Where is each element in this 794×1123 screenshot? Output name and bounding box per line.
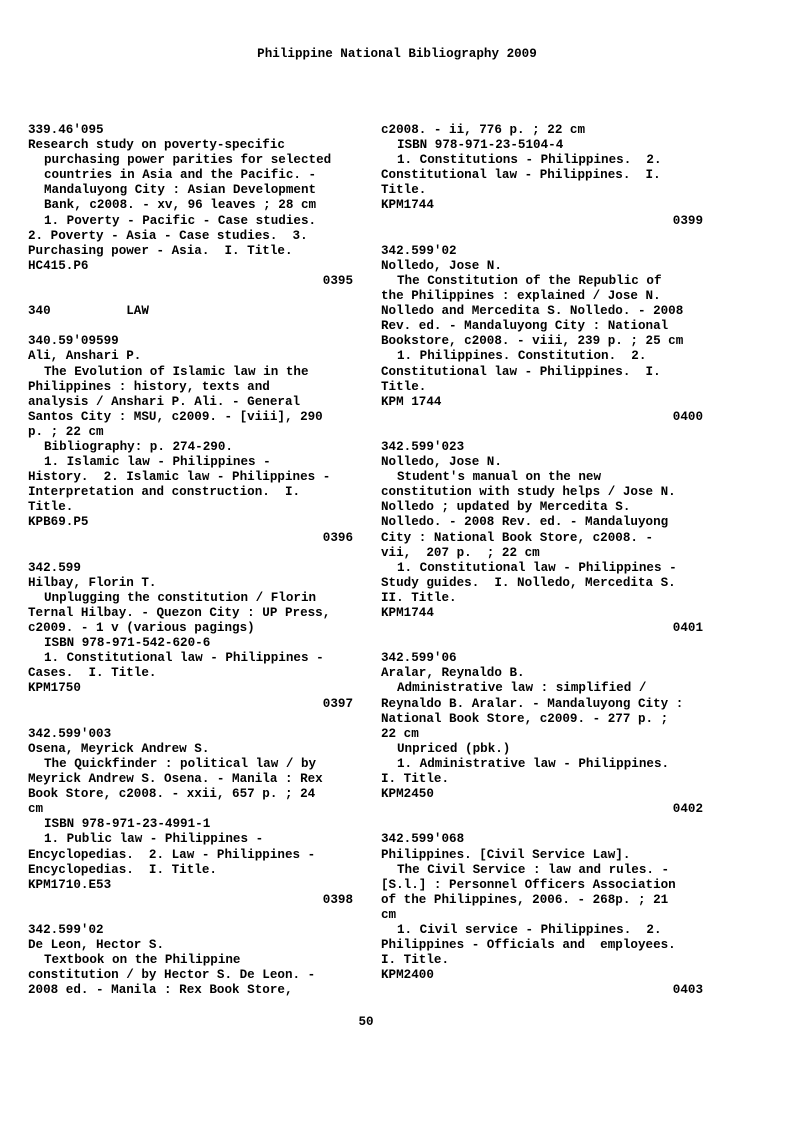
entry-line: I. Title. bbox=[381, 772, 450, 787]
entry-line: Santos City : MSU, c2009. - [viii], 290 bbox=[28, 409, 323, 424]
entry-number: 0397 bbox=[322, 696, 353, 711]
entry-line: 1. Islamic law - Philippines - bbox=[44, 455, 271, 470]
spacer bbox=[381, 229, 703, 244]
entry-line: 2. Poverty - Asia - Case studies. 3. bbox=[28, 228, 308, 243]
entry-line: 1. Constitutional law - Philippines - bbox=[44, 651, 324, 666]
entry-line: constitution with study helps / Jose N. bbox=[381, 485, 676, 500]
entry-line: KPM1750 bbox=[28, 681, 81, 696]
entry-line: 1. Constitutions - Philippines. 2. bbox=[397, 153, 662, 168]
entry-line: Book Store, c2008. - xxii, 657 p. ; 24 bbox=[28, 787, 316, 802]
entry-line: 342.599'003 bbox=[28, 726, 112, 741]
entry-line: 22 cm bbox=[381, 726, 419, 741]
entry-line: National Book Store, c2009. - 277 p. ; bbox=[381, 711, 669, 726]
entry-line: Bookstore, c2008. - viii, 239 p. ; 25 cm bbox=[381, 334, 684, 349]
entry-line: countries in Asia and the Pacific. - bbox=[44, 168, 317, 183]
entry-number: 0398 bbox=[322, 892, 353, 907]
entry-line: purchasing power parities for selected bbox=[44, 153, 332, 168]
entry-line: 1. Administrative law - Philippines. bbox=[397, 756, 670, 771]
spacer bbox=[28, 712, 353, 727]
entry-line: The Evolution of Islamic law in the bbox=[44, 364, 309, 379]
entry-line: Encyclopedias. 2. Law - Philippines - bbox=[28, 847, 316, 862]
entry-line: KPM1710.E53 bbox=[28, 877, 112, 892]
entry-number: 0401 bbox=[672, 621, 703, 636]
entry-line: 2008 ed. - Manila : Rex Book Store, bbox=[28, 983, 293, 998]
entry-line: KPB69.P5 bbox=[28, 515, 89, 530]
entry-line: p. ; 22 cm bbox=[28, 424, 104, 439]
entry-number: 0402 bbox=[672, 802, 703, 817]
entry-line: Constitutional law - Philippines. I. bbox=[381, 168, 661, 183]
entry-line: Title. bbox=[381, 379, 427, 394]
entry-line: 339.46'095 bbox=[28, 123, 104, 137]
entry-line: [S.l.] : Personnel Officers Association bbox=[381, 877, 676, 892]
left-column bbox=[28, 123, 353, 998]
entry-line: Title. bbox=[381, 183, 427, 198]
entry-line: Aralar, Reynaldo B. bbox=[381, 666, 525, 681]
entry-line: Philippines. [Civil Service Law]. bbox=[381, 847, 631, 862]
entry-line: Nolledo, Jose N. bbox=[381, 455, 502, 470]
entry-line: 1. Philippines. Constitution. 2. bbox=[397, 349, 647, 364]
entry-line: De Leon, Hector S. bbox=[28, 938, 165, 953]
entry-line: Student's manual on the new bbox=[397, 470, 602, 485]
entry-line: Encyclopedias. I. Title. bbox=[28, 862, 217, 877]
entry-line: Rev. ed. - Mandaluyong City : National bbox=[381, 319, 669, 334]
entry-line: The Quickfinder : political law / by bbox=[44, 756, 317, 771]
entry-line: 340.59'09599 bbox=[28, 334, 119, 349]
entry-line: vii, 207 p. ; 22 cm bbox=[381, 545, 540, 560]
entry-line: Administrative law : simplified / bbox=[397, 681, 647, 696]
entry-number: 0399 bbox=[672, 213, 703, 228]
entry-line: Nolledo. - 2008 Rev. ed. - Mandaluyong bbox=[381, 515, 669, 530]
entry-line: Osena, Meyrick Andrew S. bbox=[28, 741, 210, 756]
entry-line: Research study on poverty-specific bbox=[28, 138, 285, 153]
entry-number: 0396 bbox=[322, 530, 353, 545]
entry-line: Unplugging the constitution / Florin bbox=[44, 590, 317, 605]
entry-line: 342.599'068 bbox=[381, 832, 465, 847]
entry-line: 1. Civil service - Philippines. 2. bbox=[397, 922, 662, 937]
entry-line: Ali, Anshari P. bbox=[28, 349, 142, 364]
entry-line: Title. bbox=[28, 500, 74, 515]
entry-line: c2008. - ii, 776 p. ; 22 cm bbox=[381, 123, 586, 137]
entry-line: 1. Constitutional law - Philippines - bbox=[397, 560, 677, 575]
entry-line: ISBN 978-971-542-620-6 bbox=[44, 636, 211, 651]
entry-line: 340 LAW bbox=[28, 304, 149, 319]
entry-line: cm bbox=[381, 907, 397, 922]
entry-line: ISBN 978-971-23-5104-4 bbox=[397, 138, 564, 153]
entry-line: KPM1744 bbox=[381, 606, 434, 620]
spacer bbox=[28, 908, 353, 923]
entry-number: 0395 bbox=[322, 273, 353, 288]
entry-line: Meyrick Andrew S. Osena. - Manila : Rex bbox=[28, 772, 323, 787]
entry-line: Mandaluyong City : Asian Development bbox=[44, 183, 317, 198]
entry-line: KPM2400 bbox=[381, 968, 434, 983]
entry-line: I. Title. bbox=[381, 953, 450, 968]
entry-line: Interpretation and construction. I. bbox=[28, 485, 301, 500]
page-number: 50 bbox=[358, 1015, 374, 1029]
entry-line: c2009. - 1 v (various pagings) bbox=[28, 621, 255, 636]
entry-line: KPM2450 bbox=[381, 787, 434, 802]
entry-line: II. Title. bbox=[381, 590, 457, 605]
entry-line: constitution / by Hector S. De Leon. - bbox=[28, 968, 316, 983]
spacer bbox=[28, 546, 353, 561]
entry-line: Bank, c2008. - xv, 96 leaves ; 28 cm bbox=[44, 198, 317, 213]
entry-line: KPM 1744 bbox=[381, 394, 442, 409]
entry-line: The Civil Service : law and rules. - bbox=[397, 862, 670, 877]
page-header: Philippine National Bibliography 2009 bbox=[257, 47, 537, 61]
entry-line: City : National Book Store, c2008. - bbox=[381, 530, 654, 545]
entry-line: Textbook on the Philippine bbox=[44, 953, 241, 968]
entry-line: Philippines : history, texts and bbox=[28, 379, 270, 394]
entry-line: Cases. I. Title. bbox=[28, 666, 157, 681]
entry-line: KPM1744 bbox=[381, 198, 434, 213]
entry-line: Nolledo, Jose N. bbox=[381, 258, 502, 273]
entry-line: cm bbox=[28, 802, 44, 817]
entry-line: HC415.P6 bbox=[28, 258, 89, 273]
entry-line: of the Philippines, 2006. - 268p. ; 21 bbox=[381, 892, 669, 907]
entry-line: 342.599'02 bbox=[381, 243, 457, 258]
entry-line: Hilbay, Florin T. bbox=[28, 575, 157, 590]
entry-line: Study guides. I. Nolledo, Mercedita S. bbox=[381, 575, 676, 590]
entry-line: 342.599'023 bbox=[381, 439, 465, 454]
entry-line: Constitutional law - Philippines. I. bbox=[381, 364, 661, 379]
entry-line: Purchasing power - Asia. I. Title. bbox=[28, 243, 293, 258]
entry-line: 342.599'06 bbox=[381, 651, 457, 666]
entry-line: 1. Public law - Philippines - bbox=[44, 832, 264, 847]
entry-line: Nolledo ; updated by Mercedita S. bbox=[381, 500, 631, 515]
spacer bbox=[381, 425, 703, 440]
entry-line: 342.599'02 bbox=[28, 922, 104, 937]
spacer bbox=[28, 289, 353, 304]
spacer bbox=[381, 817, 703, 832]
entry-line: the Philippines : explained / Jose N. bbox=[381, 289, 661, 304]
entry-line: Ternal Hilbay. - Quezon City : UP Press, bbox=[28, 606, 331, 620]
entry-line: analysis / Anshari P. Ali. - General bbox=[28, 394, 301, 409]
entry-line: Unpriced (pbk.) bbox=[397, 741, 511, 756]
entry-line: Bibliography: p. 274-290. bbox=[44, 439, 233, 454]
entry-line: The Constitution of the Republic of bbox=[397, 273, 662, 288]
entry-line: ISBN 978-971-23-4991-1 bbox=[44, 817, 211, 832]
entry-line: History. 2. Islamic law - Philippines - bbox=[28, 470, 331, 485]
entry-number: 0403 bbox=[672, 983, 703, 998]
spacer bbox=[28, 319, 353, 334]
entry-line: Reynaldo B. Aralar. - Mandaluyong City : bbox=[381, 696, 684, 711]
entry-line: Nolledo and Mercedita S. Nolledo. - 2008 bbox=[381, 304, 684, 319]
entry-line: Philippines - Officials and employees. bbox=[381, 938, 676, 953]
entry-line: 1. Poverty - Pacific - Case studies. bbox=[44, 213, 317, 228]
spacer bbox=[381, 636, 703, 651]
entry-line: 342.599 bbox=[28, 560, 81, 575]
entry-number: 0400 bbox=[672, 409, 703, 424]
right-column bbox=[381, 123, 703, 998]
